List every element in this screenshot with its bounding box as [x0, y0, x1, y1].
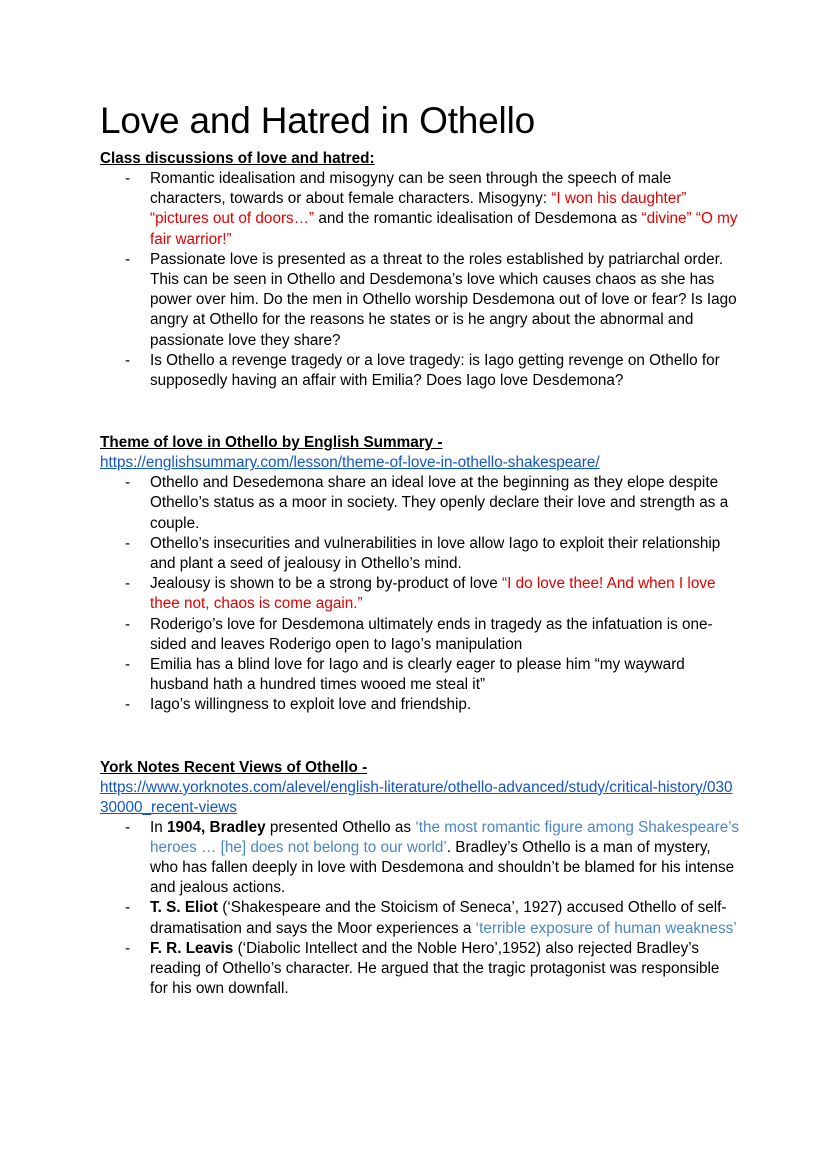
list-item [100, 898, 740, 938]
list-item [100, 818, 740, 899]
section-class-discussions [100, 149, 740, 391]
list-item [100, 574, 740, 614]
bullet-text: Romantic idealisation and misogyny can be seen through the speech of male characters, towards or about female characters. Misogyny: [150, 170, 672, 208]
bold-text: T. S. Eliot [150, 899, 218, 917]
list-item: - Othello’s insecurities and vulnerabilities in love allow Iago to exploit their relationship and plant a seed of jealousy in Othello’s mind. [100, 534, 740, 574]
list-item [100, 939, 740, 1000]
source-link[interactable]: https://www.yorknotes.com/alevel/english-literature/othello-advanced/study/critical-history/03030000_recent-views [100, 778, 733, 816]
bullet-list [100, 169, 740, 391]
section-heading: York Notes Recent Views of Othello - [100, 758, 368, 776]
list-item: - Emilia has a blind love for Iago and is clearly eager to please him “my wayward husband hath a hundred times wooed me steal it” [100, 655, 740, 695]
bullet-text: (‘Diabolic Intellect and the Noble Hero’,1952) also rejected Bradley’s reading of Othello’s character. He argued that the tragic protagonist was responsible for his own downfall. [150, 939, 720, 998]
list-item: - Passionate love is presented as a threat to the roles established by patriarchal order. This can be seen in Othello and Desdemona’s love which causes chaos as she has power over him. Do the men in Othello worship Desdemona out of love or fear? Is Iago angry at Othello for the reasons he states or is he angry about the abnormal and passionate love they share? [100, 250, 740, 351]
document-page [100, 98, 740, 1000]
section-heading: Class discussions of love and hatred: [100, 150, 375, 167]
bullet-text: (‘Shakespeare and the Stoicism of Seneca’, 1927) accused Othello of self-dramatisation and says the Moor experiences a [150, 899, 727, 937]
source-link[interactable]: https://englishsummary.com/lesson/theme-of-love-in-othello-shakespeare/ [100, 454, 600, 472]
section-york-notes [100, 758, 740, 1000]
bold-text: 1904, Bradley [167, 818, 266, 836]
page-title: Love and Hatred in Othello [100, 100, 535, 141]
list-item: - Is Othello a revenge tragedy or a love tragedy: is Iago getting revenge on Othello for supposedly having an affair with Emilia? Does Iago love Desdemona? [100, 351, 740, 391]
quote-text: “I do love thee! And when I love thee not, chaos is come again.” [150, 575, 716, 613]
list-item: - Roderigo’s love for Desdemona ultimately ends in tragedy as the infatuation is one-sided and leaves Roderigo open to Iago’s manipulation [100, 615, 740, 655]
quote-text: “I won his daughter” “pictures out of doors…” [150, 190, 687, 228]
section-heading: Theme of love in Othello by English Summary - [100, 434, 443, 452]
quote-text: ‘terrible exposure of human weakness’ [475, 919, 737, 937]
list-item: - Iago’s willingness to exploit love and friendship. [100, 695, 740, 715]
list-item [100, 169, 740, 250]
bullet-text: presented Othello as [265, 818, 416, 836]
bullet-text: and the romantic idealisation of Desdemona as [314, 210, 642, 228]
quote-text: “divine” “O my fair warrior!” [150, 210, 738, 248]
quote-text: ‘the most romantic figure among Shakespeare’s heroes … [he] does not belong to our world’ [150, 818, 740, 856]
list-item: - Othello and Desedemona share an ideal love at the beginning as they elope despite Othello’s status as a moor in society. They openly declare their love and strength as a couple. [100, 473, 740, 534]
bullet-text: . Bradley’s Othello is a man of mystery, who has fallen deeply in love with Desdemona and shouldn’t be blamed for his intense and jealous actions. [150, 838, 735, 897]
bullet-text: Jealousy is shown to be a strong by-product of love [150, 575, 503, 593]
bold-text: F. R. Leavis [150, 939, 234, 957]
bullet-list [100, 818, 740, 1000]
bullet-text: In [150, 818, 168, 836]
bullet-list [100, 473, 740, 715]
section-english-summary [100, 433, 740, 715]
